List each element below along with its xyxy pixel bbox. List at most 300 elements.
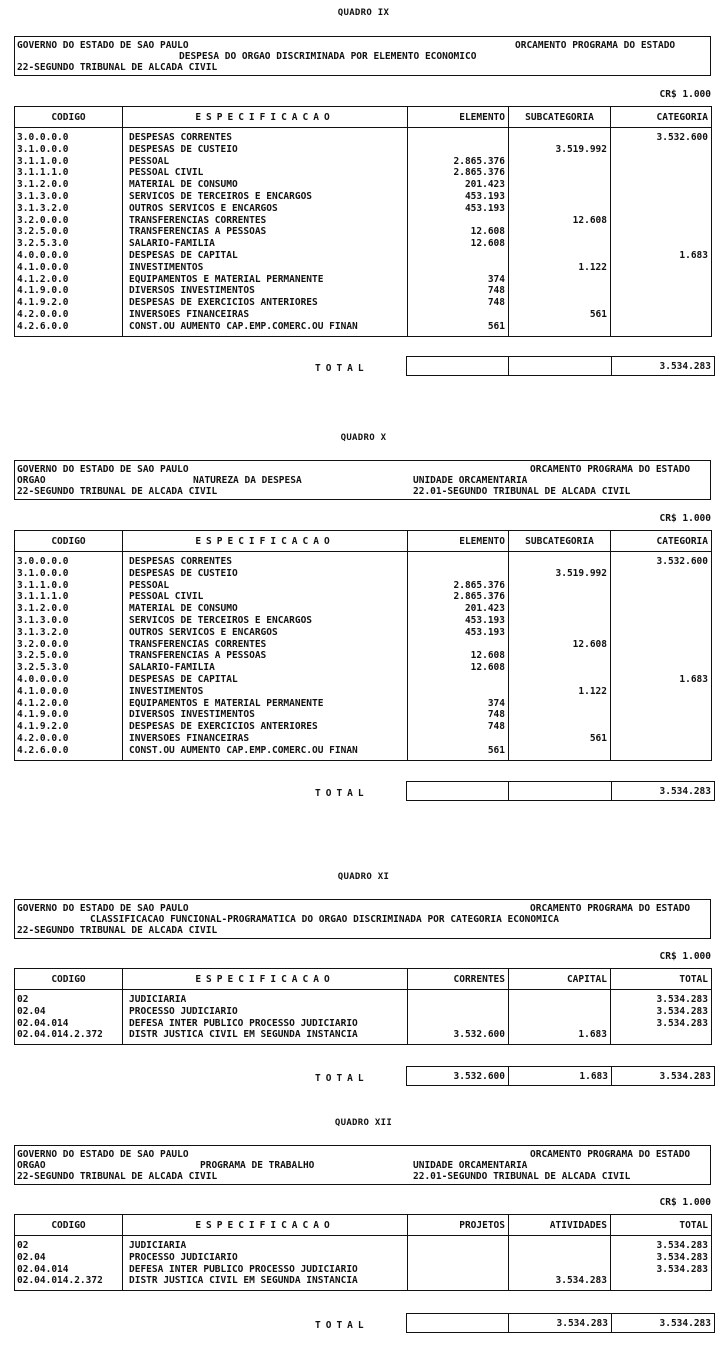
table-row bbox=[15, 1275, 712, 1290]
quadro-title: QUADRO IX bbox=[337, 8, 390, 18]
cell-value-1 bbox=[408, 1006, 509, 1018]
cell-value-2 bbox=[509, 226, 611, 238]
cell-value-1: 2.865.376 bbox=[408, 167, 509, 179]
totals-table bbox=[406, 356, 715, 376]
cell-especificacao: INVERSOES FINANCEIRAS bbox=[123, 309, 408, 321]
col-header-especificacao: ESPECIFICACAO bbox=[123, 531, 408, 552]
total-label: TOTAL bbox=[315, 788, 369, 799]
report-header-box bbox=[14, 899, 711, 939]
cell-codigo: 4.1.0.0.0 bbox=[15, 686, 123, 698]
cell-value-2 bbox=[509, 580, 611, 592]
cell-value-1: 12.608 bbox=[408, 238, 509, 250]
cell-value-3: 3.534.283 bbox=[611, 1264, 712, 1276]
cell-codigo: 3.1.3.2.0 bbox=[15, 203, 123, 215]
total-label: TOTAL bbox=[315, 1073, 369, 1084]
cell-especificacao: DESPESAS DE CAPITAL bbox=[123, 674, 408, 686]
cell-value-2 bbox=[509, 1236, 611, 1252]
cell-especificacao: EQUIPAMENTOS E MATERIAL PERMANENTE bbox=[123, 698, 408, 710]
cell-especificacao: TRANSFERENCIAS CORRENTES bbox=[123, 215, 408, 227]
table-row bbox=[15, 745, 712, 760]
cell-value-2: 1.122 bbox=[509, 686, 611, 698]
cell-codigo: 4.0.0.0.0 bbox=[15, 250, 123, 262]
cell-value-1 bbox=[408, 262, 509, 274]
table-body bbox=[15, 1236, 712, 1291]
table-row bbox=[15, 203, 712, 215]
cell-especificacao: DEFESA INTER PUBLICO PROCESSO JUDICIARIO bbox=[123, 1018, 408, 1030]
cell-value-2 bbox=[509, 650, 611, 662]
cell-especificacao: TRANSFERENCIAS A PESSOAS bbox=[123, 650, 408, 662]
table-row bbox=[15, 721, 712, 733]
cell-value-1 bbox=[408, 990, 509, 1006]
table-row bbox=[15, 1018, 712, 1030]
cell-especificacao: DESPESAS CORRENTES bbox=[123, 128, 408, 144]
cell-value-2 bbox=[509, 1006, 611, 1018]
cell-codigo: 4.1.2.0.0 bbox=[15, 698, 123, 710]
cell-codigo: 3.1.3.0.0 bbox=[15, 191, 123, 203]
cell-value-1 bbox=[408, 733, 509, 745]
cell-especificacao: DESPESAS DE CUSTEIO bbox=[123, 144, 408, 156]
table-row bbox=[15, 321, 712, 336]
cell-value-1: 374 bbox=[408, 698, 509, 710]
cell-value-2 bbox=[509, 1252, 611, 1264]
cell-codigo: 4.2.0.0.0 bbox=[15, 309, 123, 321]
table-row bbox=[15, 674, 712, 686]
col-header-subcategoria: SUBCATEGORIA bbox=[509, 107, 611, 128]
cell-value-1: 3.532.600 bbox=[408, 1029, 509, 1044]
table-row bbox=[15, 309, 712, 321]
cell-codigo: 02.04.014.2.372 bbox=[15, 1275, 123, 1290]
cell-codigo: 3.1.2.0.0 bbox=[15, 179, 123, 191]
cell-value-1 bbox=[408, 1264, 509, 1276]
cell-value-3 bbox=[611, 662, 712, 674]
cell-codigo: 3.1.1.1.0 bbox=[15, 167, 123, 179]
cell-value-3 bbox=[611, 179, 712, 191]
cell-value-3: 3.534.283 bbox=[611, 1018, 712, 1030]
total-total: 3.534.283 bbox=[612, 1067, 715, 1086]
cell-especificacao: DIVERSOS INVESTIMENTOS bbox=[123, 285, 408, 297]
cell-value-3 bbox=[611, 285, 712, 297]
cell-value-1: 748 bbox=[408, 297, 509, 309]
table-row bbox=[15, 662, 712, 674]
table-row bbox=[15, 603, 712, 615]
cell-value-3 bbox=[611, 321, 712, 336]
col-header-especificacao: ESPECIFICACAO bbox=[123, 107, 408, 128]
totals-table bbox=[406, 1313, 715, 1333]
cell-codigo: 3.1.0.0.0 bbox=[15, 568, 123, 580]
cell-codigo: 4.1.9.0.0 bbox=[15, 709, 123, 721]
expense-table bbox=[14, 106, 712, 337]
table-row bbox=[15, 250, 712, 262]
cell-especificacao: JUDICIARIA bbox=[123, 1236, 408, 1252]
cell-value-2 bbox=[509, 203, 611, 215]
cell-especificacao: DISTR JUSTICA CIVIL EM SEGUNDA INSTANCIA bbox=[123, 1029, 408, 1044]
cell-value-2: 3.519.992 bbox=[509, 144, 611, 156]
col-header-subcategoria: SUBCATEGORIA bbox=[509, 531, 611, 552]
totals-row bbox=[407, 1314, 715, 1333]
cell-value-1: 453.193 bbox=[408, 615, 509, 627]
cell-codigo: 4.1.9.2.0 bbox=[15, 721, 123, 733]
header-organ: 22-SEGUNDO TRIBUNAL DE ALCADA CIVIL bbox=[17, 1171, 218, 1182]
table-row bbox=[15, 167, 712, 179]
cell-value-2: 12.608 bbox=[509, 215, 611, 227]
table-row bbox=[15, 1006, 712, 1018]
currency-unit: CR$ 1.000 bbox=[659, 951, 711, 962]
cell-codigo: 02.04.014.2.372 bbox=[15, 1029, 123, 1044]
table-row bbox=[15, 639, 712, 651]
cell-especificacao: SERVICOS DE TERCEIROS E ENCARGOS bbox=[123, 191, 408, 203]
cell-value-2 bbox=[509, 285, 611, 297]
cell-value-2 bbox=[509, 128, 611, 144]
cell-especificacao: PROCESSO JUDICIARIO bbox=[123, 1252, 408, 1264]
cell-value-3 bbox=[611, 167, 712, 179]
cell-value-3 bbox=[611, 274, 712, 286]
cell-value-3 bbox=[611, 709, 712, 721]
table-row bbox=[15, 580, 712, 592]
cell-value-2: 12.608 bbox=[509, 639, 611, 651]
totals-row bbox=[407, 1067, 715, 1086]
table-row bbox=[15, 156, 712, 168]
cell-codigo: 3.2.5.3.0 bbox=[15, 662, 123, 674]
cell-value-1 bbox=[408, 552, 509, 568]
cell-value-1 bbox=[408, 309, 509, 321]
cell-especificacao: CONST.OU AUMENTO CAP.EMP.COMERC.OU FINAN bbox=[123, 321, 408, 336]
cell-value-3 bbox=[611, 309, 712, 321]
quadro-title: QUADRO XI bbox=[337, 872, 390, 882]
header-budget-program: ORCAMENTO PROGRAMA DO ESTADO bbox=[530, 903, 691, 914]
table-row bbox=[15, 1029, 712, 1044]
totals-row bbox=[407, 357, 715, 376]
cell-value-1 bbox=[408, 568, 509, 580]
cell-value-3 bbox=[611, 238, 712, 250]
cell-especificacao: PESSOAL bbox=[123, 156, 408, 168]
cell-value-1: 561 bbox=[408, 745, 509, 760]
cell-codigo: 4.1.2.0.0 bbox=[15, 274, 123, 286]
table-row bbox=[15, 285, 712, 297]
table-header-row bbox=[15, 1215, 712, 1236]
col-header-codigo: CODIGO bbox=[15, 969, 123, 990]
table-row bbox=[15, 698, 712, 710]
table-row bbox=[15, 179, 712, 191]
cell-value-1 bbox=[408, 639, 509, 651]
cell-value-1: 374 bbox=[408, 274, 509, 286]
table-row bbox=[15, 615, 712, 627]
cell-especificacao: PESSOAL CIVIL bbox=[123, 591, 408, 603]
cell-value-3 bbox=[611, 627, 712, 639]
cell-value-1 bbox=[408, 215, 509, 227]
col-header-atividades: ATIVIDADES bbox=[509, 1215, 611, 1236]
table-body bbox=[15, 552, 712, 761]
table-body bbox=[15, 128, 712, 337]
col-header-capital: CAPITAL bbox=[509, 969, 611, 990]
cell-value-3 bbox=[611, 1029, 712, 1044]
cell-value-3 bbox=[611, 144, 712, 156]
total-categoria: 3.534.283 bbox=[612, 782, 715, 801]
report-header-box bbox=[14, 36, 711, 76]
cell-value-3 bbox=[611, 568, 712, 580]
cell-value-3 bbox=[611, 226, 712, 238]
cell-value-2 bbox=[509, 990, 611, 1006]
cell-value-2: 561 bbox=[509, 309, 611, 321]
cell-value-3 bbox=[611, 650, 712, 662]
cell-value-2 bbox=[509, 709, 611, 721]
header-organ: 22-SEGUNDO TRIBUNAL DE ALCADA CIVIL bbox=[17, 486, 218, 497]
cell-value-1: 201.423 bbox=[408, 603, 509, 615]
table-row bbox=[15, 686, 712, 698]
cell-codigo: 3.1.1.1.0 bbox=[15, 591, 123, 603]
cell-value-3: 3.534.283 bbox=[611, 1252, 712, 1264]
total-categoria: 3.534.283 bbox=[612, 357, 715, 376]
table-header-row bbox=[15, 107, 712, 128]
cell-value-2 bbox=[509, 321, 611, 336]
header-budget-unit: 22.01-SEGUNDO TRIBUNAL DE ALCADA CIVIL bbox=[413, 486, 631, 497]
cell-value-2: 1.122 bbox=[509, 262, 611, 274]
table-row bbox=[15, 990, 712, 1006]
table-row bbox=[15, 274, 712, 286]
cell-codigo: 4.1.0.0.0 bbox=[15, 262, 123, 274]
cell-codigo: 4.0.0.0.0 bbox=[15, 674, 123, 686]
col-header-categoria: CATEGORIA bbox=[611, 531, 712, 552]
col-header-projetos: PROJETOS bbox=[408, 1215, 509, 1236]
table-row bbox=[15, 1264, 712, 1276]
cell-value-1 bbox=[408, 250, 509, 262]
cell-value-3 bbox=[611, 262, 712, 274]
cell-value-1: 453.193 bbox=[408, 191, 509, 203]
cell-value-2 bbox=[509, 627, 611, 639]
cell-value-1 bbox=[408, 686, 509, 698]
cell-value-2 bbox=[509, 1018, 611, 1030]
cell-codigo: 3.0.0.0.0 bbox=[15, 128, 123, 144]
totals-table bbox=[406, 1066, 715, 1086]
total-atividades: 3.534.283 bbox=[509, 1314, 612, 1333]
cell-value-3 bbox=[611, 591, 712, 603]
total-correntes: 3.532.600 bbox=[407, 1067, 509, 1086]
totals-table bbox=[406, 781, 715, 801]
cell-value-3 bbox=[611, 733, 712, 745]
cell-value-2 bbox=[509, 274, 611, 286]
table-row bbox=[15, 215, 712, 227]
table-row bbox=[15, 552, 712, 568]
cell-codigo: 02 bbox=[15, 990, 123, 1006]
cell-value-3 bbox=[611, 215, 712, 227]
header-budget-program: ORCAMENTO PROGRAMA DO ESTADO bbox=[530, 1149, 691, 1160]
cell-especificacao: MATERIAL DE CONSUMO bbox=[123, 179, 408, 191]
cell-codigo: 3.2.0.0.0 bbox=[15, 215, 123, 227]
table-row bbox=[15, 1252, 712, 1264]
cell-codigo: 3.1.3.0.0 bbox=[15, 615, 123, 627]
cell-codigo: 3.1.1.0.0 bbox=[15, 580, 123, 592]
program-table bbox=[14, 1214, 712, 1291]
cell-especificacao: EQUIPAMENTOS E MATERIAL PERMANENTE bbox=[123, 274, 408, 286]
report-header-box bbox=[14, 460, 711, 500]
cell-codigo: 4.2.6.0.0 bbox=[15, 745, 123, 760]
header-government: GOVERNO DO ESTADO DE SAO PAULO bbox=[17, 903, 189, 914]
total-label: TOTAL bbox=[315, 1320, 369, 1331]
cell-value-3: 1.683 bbox=[611, 250, 712, 262]
cell-value-1: 12.608 bbox=[408, 226, 509, 238]
table-row bbox=[15, 1236, 712, 1252]
total-total: 3.534.283 bbox=[612, 1314, 715, 1333]
cell-especificacao: PROCESSO JUDICIARIO bbox=[123, 1006, 408, 1018]
cell-value-3: 3.534.283 bbox=[611, 990, 712, 1006]
cell-codigo: 4.2.0.0.0 bbox=[15, 733, 123, 745]
cell-value-3 bbox=[611, 191, 712, 203]
cell-value-3: 3.534.283 bbox=[611, 1006, 712, 1018]
cell-especificacao: DIVERSOS INVESTIMENTOS bbox=[123, 709, 408, 721]
report-header-box bbox=[14, 1145, 711, 1185]
table-row bbox=[15, 650, 712, 662]
cell-especificacao: MATERIAL DE CONSUMO bbox=[123, 603, 408, 615]
col-header-especificacao: ESPECIFICACAO bbox=[123, 1215, 408, 1236]
cell-value-2 bbox=[509, 191, 611, 203]
header-government: GOVERNO DO ESTADO DE SAO PAULO bbox=[17, 464, 189, 475]
cell-codigo: 3.1.2.0.0 bbox=[15, 603, 123, 615]
table-row bbox=[15, 568, 712, 580]
cell-value-3 bbox=[611, 698, 712, 710]
cell-value-1 bbox=[408, 1275, 509, 1290]
cell-especificacao: TRANSFERENCIAS A PESSOAS bbox=[123, 226, 408, 238]
col-header-total: TOTAL bbox=[611, 969, 712, 990]
col-header-total: TOTAL bbox=[611, 1215, 712, 1236]
table-row bbox=[15, 238, 712, 250]
cell-value-1: 748 bbox=[408, 285, 509, 297]
header-budget-program: ORCAMENTO PROGRAMA DO ESTADO bbox=[530, 464, 691, 475]
cell-value-1 bbox=[408, 1236, 509, 1252]
col-header-especificacao: ESPECIFICACAO bbox=[123, 969, 408, 990]
cell-value-1 bbox=[408, 144, 509, 156]
col-header-elemento: ELEMENTO bbox=[408, 107, 509, 128]
cell-especificacao: DISTR JUSTICA CIVIL EM SEGUNDA INSTANCIA bbox=[123, 1275, 408, 1290]
cell-value-3: 3.534.283 bbox=[611, 1236, 712, 1252]
total-subcategoria bbox=[509, 357, 612, 376]
cell-value-1: 2.865.376 bbox=[408, 580, 509, 592]
cell-value-2 bbox=[509, 721, 611, 733]
cell-value-1: 2.865.376 bbox=[408, 156, 509, 168]
totals-row bbox=[407, 782, 715, 801]
header-report-title: PROGRAMA DE TRABALHO bbox=[200, 1160, 315, 1171]
total-elemento bbox=[407, 782, 509, 801]
cell-value-1: 12.608 bbox=[408, 662, 509, 674]
header-organ-label: ORGAO bbox=[17, 475, 46, 486]
cell-value-3 bbox=[611, 686, 712, 698]
cell-value-2 bbox=[509, 615, 611, 627]
cell-value-2 bbox=[509, 552, 611, 568]
cell-value-2 bbox=[509, 591, 611, 603]
cell-codigo: 3.2.5.0.0 bbox=[15, 650, 123, 662]
cell-especificacao: SALARIO-FAMILIA bbox=[123, 238, 408, 250]
cell-especificacao: OUTROS SERVICOS E ENCARGOS bbox=[123, 627, 408, 639]
col-header-codigo: CODIGO bbox=[15, 531, 123, 552]
currency-unit: CR$ 1.000 bbox=[659, 89, 711, 100]
table-row bbox=[15, 191, 712, 203]
cell-value-3 bbox=[611, 639, 712, 651]
cell-value-2 bbox=[509, 238, 611, 250]
cell-especificacao: OUTROS SERVICOS E ENCARGOS bbox=[123, 203, 408, 215]
cell-value-2 bbox=[509, 179, 611, 191]
header-unit-label: UNIDADE ORCAMENTARIA bbox=[413, 1160, 528, 1171]
cell-value-3 bbox=[611, 203, 712, 215]
cell-codigo: 02 bbox=[15, 1236, 123, 1252]
header-budget-unit: 22.01-SEGUNDO TRIBUNAL DE ALCADA CIVIL bbox=[413, 1171, 631, 1182]
table-body bbox=[15, 990, 712, 1045]
cell-value-1 bbox=[408, 1018, 509, 1030]
col-header-codigo: CODIGO bbox=[15, 107, 123, 128]
cell-especificacao: DESPESAS CORRENTES bbox=[123, 552, 408, 568]
cell-value-3 bbox=[611, 297, 712, 309]
cell-especificacao: CONST.OU AUMENTO CAP.EMP.COMERC.OU FINAN bbox=[123, 745, 408, 760]
header-organ-label: ORGAO bbox=[17, 1160, 46, 1171]
total-capital: 1.683 bbox=[509, 1067, 612, 1086]
cell-especificacao: PESSOAL bbox=[123, 580, 408, 592]
cell-codigo: 4.2.6.0.0 bbox=[15, 321, 123, 336]
cell-especificacao: JUDICIARIA bbox=[123, 990, 408, 1006]
header-organ: 22-SEGUNDO TRIBUNAL DE ALCADA CIVIL bbox=[17, 925, 218, 936]
cell-codigo: 02.04.014 bbox=[15, 1018, 123, 1030]
cell-especificacao: INVERSOES FINANCEIRAS bbox=[123, 733, 408, 745]
cell-value-3: 1.683 bbox=[611, 674, 712, 686]
cell-value-1 bbox=[408, 128, 509, 144]
cell-especificacao: SALARIO-FAMILIA bbox=[123, 662, 408, 674]
header-government: GOVERNO DO ESTADO DE SAO PAULO bbox=[17, 40, 189, 51]
cell-value-2: 3.519.992 bbox=[509, 568, 611, 580]
program-table bbox=[14, 968, 712, 1045]
cell-especificacao: INVESTIMENTOS bbox=[123, 686, 408, 698]
cell-value-2 bbox=[509, 674, 611, 686]
cell-value-2: 561 bbox=[509, 733, 611, 745]
currency-unit: CR$ 1.000 bbox=[659, 513, 711, 524]
cell-value-1: 2.865.376 bbox=[408, 591, 509, 603]
currency-unit: CR$ 1.000 bbox=[659, 1197, 711, 1208]
cell-codigo: 02.04 bbox=[15, 1006, 123, 1018]
header-unit-label: UNIDADE ORCAMENTARIA bbox=[413, 475, 528, 486]
cell-value-2 bbox=[509, 1264, 611, 1276]
table-row bbox=[15, 262, 712, 274]
cell-value-3: 3.532.600 bbox=[611, 128, 712, 144]
cell-codigo: 4.1.9.2.0 bbox=[15, 297, 123, 309]
cell-value-2 bbox=[509, 603, 611, 615]
col-header-categoria: CATEGORIA bbox=[611, 107, 712, 128]
cell-especificacao: SERVICOS DE TERCEIROS E ENCARGOS bbox=[123, 615, 408, 627]
cell-value-1 bbox=[408, 1252, 509, 1264]
table-header-row bbox=[15, 531, 712, 552]
cell-especificacao: INVESTIMENTOS bbox=[123, 262, 408, 274]
header-report-title: NATUREZA DA DESPESA bbox=[193, 475, 302, 486]
cell-value-2 bbox=[509, 662, 611, 674]
cell-especificacao: PESSOAL CIVIL bbox=[123, 167, 408, 179]
quadro-title: QUADRO XII bbox=[334, 1118, 393, 1128]
cell-codigo: 3.1.0.0.0 bbox=[15, 144, 123, 156]
header-report-title: DESPESA DO ORGAO DISCRIMINADA POR ELEMENTO ECONOMICO bbox=[179, 51, 477, 62]
cell-value-3 bbox=[611, 603, 712, 615]
cell-especificacao: DEFESA INTER PUBLICO PROCESSO JUDICIARIO bbox=[123, 1264, 408, 1276]
cell-especificacao: DESPESAS DE CUSTEIO bbox=[123, 568, 408, 580]
cell-value-1: 201.423 bbox=[408, 179, 509, 191]
cell-value-3 bbox=[611, 615, 712, 627]
cell-value-2: 1.683 bbox=[509, 1029, 611, 1044]
cell-codigo: 4.1.9.0.0 bbox=[15, 285, 123, 297]
cell-value-3 bbox=[611, 1275, 712, 1290]
cell-codigo: 3.1.3.2.0 bbox=[15, 627, 123, 639]
col-header-correntes: CORRENTES bbox=[408, 969, 509, 990]
cell-value-2 bbox=[509, 250, 611, 262]
cell-codigo: 3.2.5.0.0 bbox=[15, 226, 123, 238]
cell-codigo: 3.2.5.3.0 bbox=[15, 238, 123, 250]
cell-codigo: 3.0.0.0.0 bbox=[15, 552, 123, 568]
cell-value-1: 12.608 bbox=[408, 650, 509, 662]
cell-value-2 bbox=[509, 698, 611, 710]
cell-value-1: 748 bbox=[408, 709, 509, 721]
header-organ: 22-SEGUNDO TRIBUNAL DE ALCADA CIVIL bbox=[17, 62, 218, 73]
table-row bbox=[15, 144, 712, 156]
